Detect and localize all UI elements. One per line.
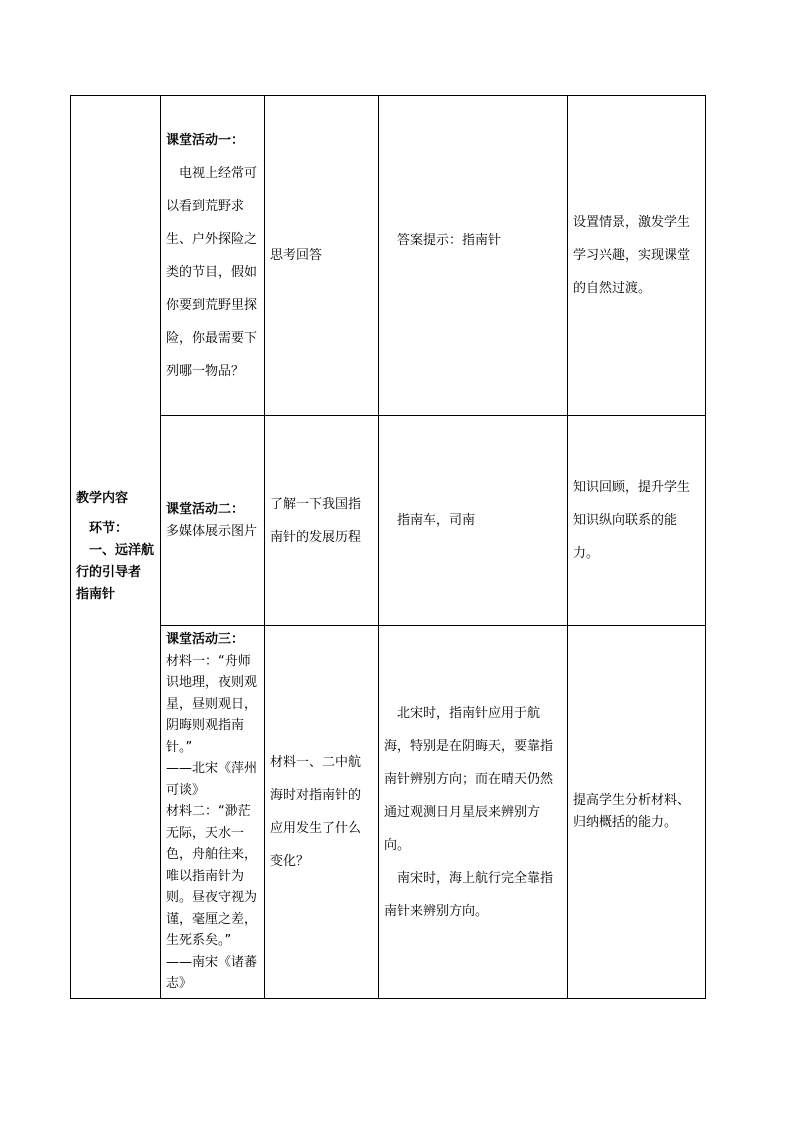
purpose-text: 知识回顾，提升学生知识纵向联系的能力。 [573, 480, 691, 561]
table-row [71, 626, 706, 999]
answer-cell [379, 626, 568, 999]
section-link-label: 环节： [89, 521, 129, 536]
student-cell [265, 416, 379, 626]
section-label: 教学内容 [76, 491, 129, 506]
answer-cell [379, 96, 568, 416]
student-text: 材料一、二中航海时对指南针的应用发生了什么变化？ [270, 755, 362, 869]
section-cell [71, 96, 161, 999]
student-text: 了解一下我国指南针的发展历程 [270, 496, 362, 545]
student-cell [265, 96, 379, 416]
lesson-plan-table [70, 95, 706, 999]
material-two: 材料二：“渺茫无际，天水一色，舟舶往来，唯以指南针为则。昼夜守视为谨，毫厘之差，生死系矣。” [166, 804, 258, 949]
student-text: 思考回答 [270, 247, 323, 263]
table-row [71, 96, 706, 416]
activity-cell [161, 626, 265, 999]
activity-title: 课堂活动一： [166, 132, 245, 148]
student-cell [265, 626, 379, 999]
activity-title: 课堂活动二： [166, 501, 245, 517]
section-title: 一、远洋航行的引导者 指南针 [76, 543, 155, 602]
purpose-cell [568, 626, 706, 999]
purpose-cell [568, 96, 706, 416]
activity-text: 电视上经常可以看到荒野求生、户外探险之类的节目，假如你要到荒野里探险，你最需要下列哪一物品？ [166, 165, 258, 379]
answer-text-1: 北宋时，指南针应用于航海，特别是在阴晦天，要靠指南针辨别方向；而在晴天仍然通过观测日月星辰来辨别方向。 [384, 705, 554, 853]
activity-cell [161, 416, 265, 626]
answer-text-2: 南宋时，海上航行完全靠指南针来辨别方向。 [384, 870, 554, 919]
answer-text: 指南车，司南 [397, 512, 476, 528]
material-one-source: ——北宋《萍州可谈》 [166, 761, 258, 798]
table-row [71, 416, 706, 626]
answer-text: 答案提示：指南针 [397, 232, 502, 248]
material-two-source: ——南宋《诸蕃志》 [166, 954, 258, 992]
activity-cell [161, 96, 265, 416]
purpose-text: 设置情景，激发学生学习兴趣，实现课堂的自然过渡。 [573, 215, 691, 296]
material-one: 材料一：“舟师识地理，夜则观星，昼则观日，阴晦则观指南针。” [166, 653, 258, 755]
answer-cell [379, 416, 568, 626]
purpose-cell [568, 416, 706, 626]
activity-title: 课堂活动三： [166, 632, 245, 648]
activity-text: 多媒体展示图片 [166, 523, 258, 539]
purpose-text: 提高学生分析材料、归纳概括的能力。 [573, 793, 691, 830]
